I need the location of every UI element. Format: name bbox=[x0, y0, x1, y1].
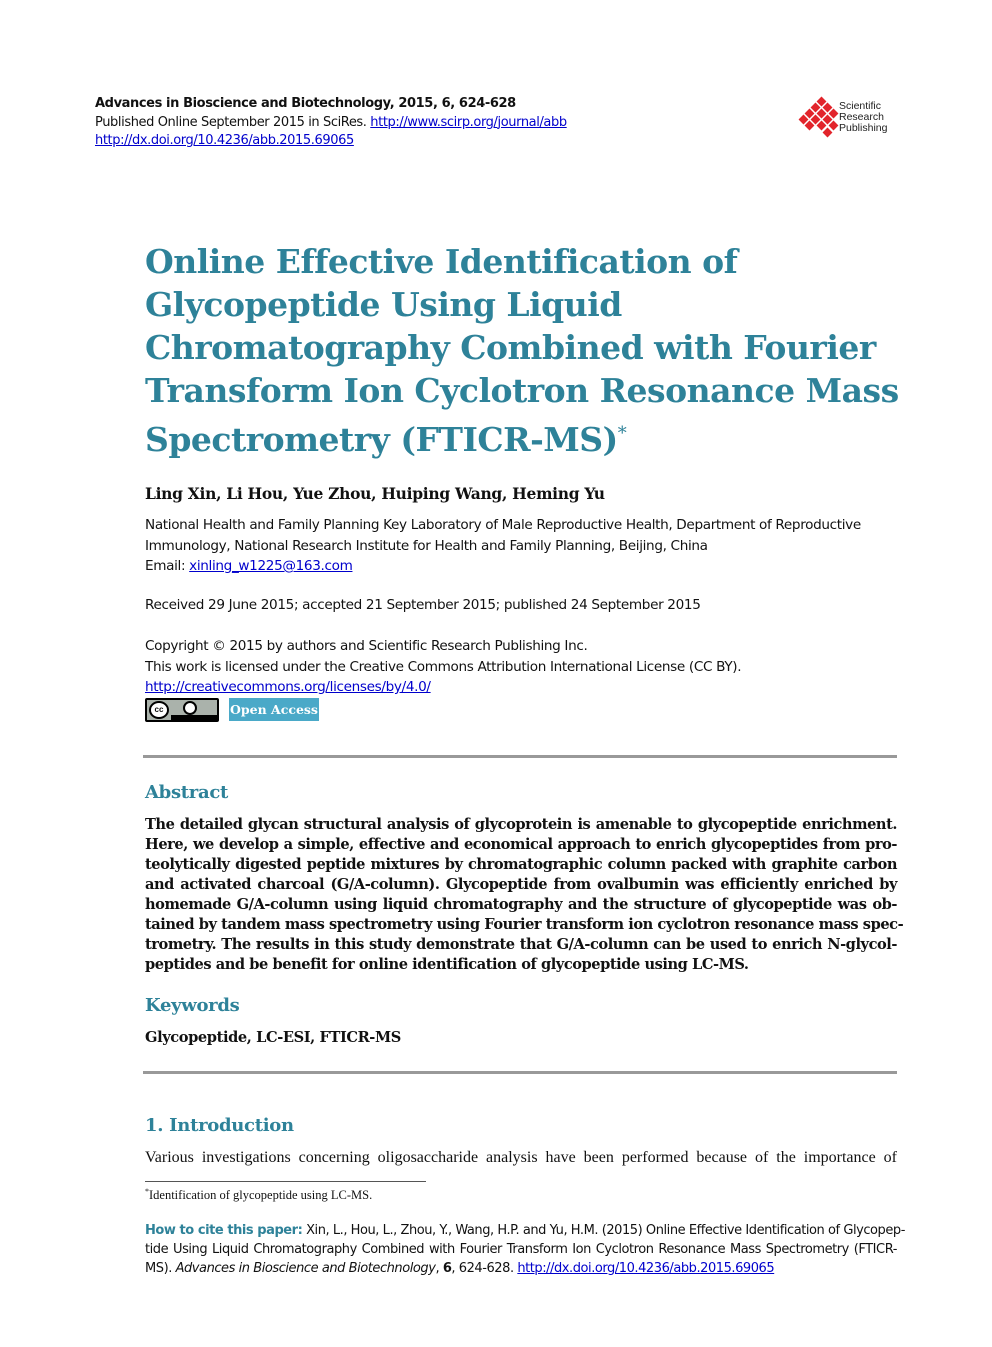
dates: Received 29 June 2015; accepted 21 September 2015; published 24 September 2015 bbox=[145, 597, 701, 613]
introduction-text: Various investigations concerning oligosaccharide analysis have been performed because of the importance of bbox=[145, 1149, 897, 1166]
abstract-line: peptides and be benefit for online identification of glycopeptide using LC-MS. bbox=[145, 956, 749, 973]
paper-title bbox=[145, 240, 905, 461]
citation-text: tide Using Liquid Chromatography Combined with Fourier Transform Ion Cyclotron Resonance Mass Spectrometry (FTICR- bbox=[145, 1242, 897, 1257]
introduction-heading: 1. Introduction bbox=[145, 1115, 294, 1136]
abstract-line: and activated charcoal (G/A-column). Glycopeptide from ovalbumin was efficiently enriched by bbox=[145, 876, 897, 893]
title-line: Spectrometry (FTICR-MS) bbox=[145, 420, 618, 459]
abstract-line: trometry. The results in this study demonstrate that G/A-column can be used to enrich N-glycol- bbox=[145, 936, 897, 953]
email-label: Email: bbox=[145, 558, 190, 574]
citation-volume: 6 bbox=[442, 1261, 452, 1276]
abstract-line: teolytically digested peptide mixtures by chromatographic column packed with graphite carbon bbox=[145, 856, 897, 873]
abstract-heading: Abstract bbox=[145, 782, 229, 803]
license-link[interactable]: http://creativecommons.org/licenses/by/4.0/ bbox=[145, 679, 431, 695]
abstract-line: homemade G/A-column using liquid chromatography and the structure of glycopeptide was ob- bbox=[145, 896, 897, 913]
divider bbox=[143, 1071, 897, 1074]
published-online: Published Online September 2015 in SciRes. bbox=[95, 114, 371, 130]
footnote-divider bbox=[145, 1181, 426, 1182]
keywords-heading: Keywords bbox=[145, 995, 240, 1016]
affiliation-line: National Health and Family Planning Key Laboratory of Male Reproductive Health, Department of Reproductive bbox=[145, 517, 861, 533]
open-access-badge: Open Access bbox=[229, 698, 319, 721]
footnote-marker: * bbox=[617, 423, 627, 444]
abstract-line: The detailed glycan structural analysis of glycoprotein is amenable to glycopeptide enrichment. bbox=[145, 816, 897, 833]
copyright bbox=[145, 636, 741, 698]
affiliation bbox=[145, 515, 905, 577]
logo-text: Scientific bbox=[839, 100, 882, 112]
doi-link[interactable]: http://dx.doi.org/10.4236/abb.2015.69065 bbox=[95, 133, 354, 148]
footnote-marker: * bbox=[145, 1187, 149, 1196]
citation-journal: Advances in Bioscience and Biotechnology bbox=[175, 1261, 436, 1276]
license-line: This work is licensed under the Creative Commons Attribution International License (CC BY). bbox=[145, 658, 742, 675]
journal-citation: Advances in Bioscience and Biotechnology, 2015, 6, 624-628 bbox=[95, 96, 516, 111]
scirp-logo bbox=[798, 97, 898, 139]
title-line: Chromatography Combined with Fourier bbox=[145, 328, 876, 367]
keywords: Glycopeptide, LC-ESI, FTICR-MS bbox=[145, 1029, 401, 1046]
cc-icon: cc bbox=[149, 701, 169, 719]
attribution-icon bbox=[183, 701, 197, 715]
divider bbox=[143, 755, 897, 758]
citation bbox=[145, 1221, 905, 1278]
title-line: Online Effective Identification of bbox=[145, 242, 738, 281]
affiliation-line: Immunology, National Research Institute for Health and Family Planning, Beijing, China bbox=[145, 537, 708, 554]
title-line: Glycopeptide Using Liquid bbox=[145, 285, 622, 324]
journal-header bbox=[95, 95, 567, 151]
citation-text: Xin, L., Hou, L., Zhou, Y., Wang, H.P. and Yu, H.M. (2015) Online Effective Identification of Glycopep- bbox=[302, 1223, 905, 1238]
title-line: Transform Ion Cyclotron Resonance Mass bbox=[145, 371, 899, 410]
citation-pages: , 624-628. bbox=[451, 1261, 518, 1276]
cc-by-badge[interactable] bbox=[145, 698, 219, 722]
logo-text: Publishing bbox=[839, 122, 888, 134]
citation-text: , bbox=[435, 1261, 443, 1276]
copyright-line: Copyright © 2015 by authors and Scientific Research Publishing Inc. bbox=[145, 638, 588, 654]
citation-label: How to cite this paper: bbox=[145, 1223, 303, 1238]
abstract-text bbox=[145, 815, 904, 975]
email-link[interactable]: xinling_w1225@163.com bbox=[189, 558, 353, 574]
logo-text: Research bbox=[839, 111, 884, 123]
abstract-line: tained by tandem mass spectrometry using Fourier transform ion cyclotron resonance mass spec- bbox=[145, 916, 904, 933]
citation-doi-link[interactable]: http://dx.doi.org/10.4236/abb.2015.69065 bbox=[517, 1261, 775, 1276]
footnote bbox=[145, 1187, 372, 1203]
authors: Ling Xin, Li Hou, Yue Zhou, Huiping Wang, Heming Yu bbox=[145, 484, 605, 503]
citation-text: MS). bbox=[145, 1261, 176, 1276]
abstract-line: Here, we develop a simple, effective and economical approach to enrich glycopeptides from pro- bbox=[145, 836, 897, 853]
footnote-text: Identification of glycopeptide using LC-MS. bbox=[149, 1188, 373, 1203]
journal-link[interactable]: http://www.scirp.org/journal/abb bbox=[370, 114, 567, 130]
